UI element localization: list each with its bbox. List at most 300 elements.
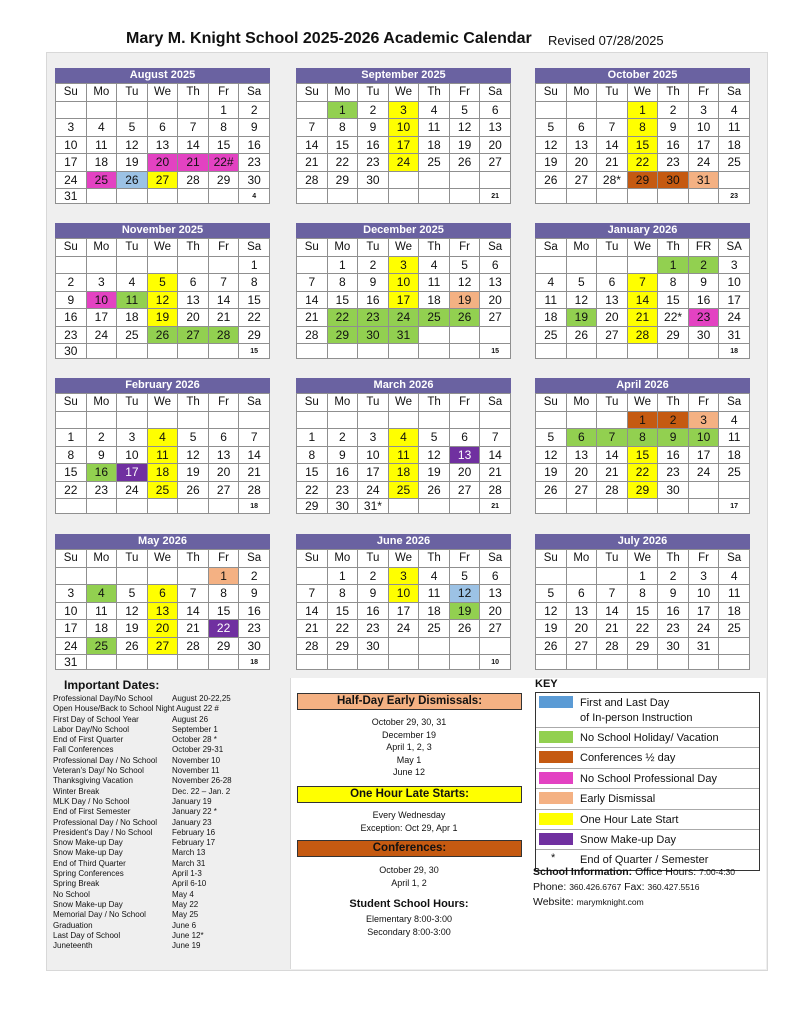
day-cell[interactable]: 20 <box>480 136 511 154</box>
day-cell[interactable]: 17 <box>688 136 719 154</box>
day-cell[interactable]: 1 <box>327 567 358 585</box>
day-cell[interactable]: 13 <box>480 585 511 603</box>
day-cell[interactable]: 11 <box>86 602 117 620</box>
day-cell[interactable]: 1 <box>627 101 658 119</box>
day-cell[interactable] <box>688 481 719 499</box>
day-cell[interactable]: 1 <box>658 256 689 274</box>
day-cell[interactable]: 5 <box>117 119 148 137</box>
day-cell[interactable]: 17 <box>117 464 148 482</box>
day-cell[interactable]: 3 <box>358 429 389 447</box>
day-cell[interactable]: 5 <box>449 256 480 274</box>
day-cell[interactable] <box>86 411 117 429</box>
day-cell[interactable]: 5 <box>566 274 597 292</box>
day-cell[interactable]: 15 <box>327 291 358 309</box>
day-cell[interactable]: 30 <box>239 171 270 189</box>
day-cell[interactable]: 9 <box>56 291 87 309</box>
day-cell[interactable]: 6 <box>480 101 511 119</box>
day-cell[interactable]: 14 <box>208 291 239 309</box>
day-cell[interactable]: 27 <box>480 620 511 638</box>
day-cell[interactable]: 9 <box>239 585 270 603</box>
day-cell[interactable]: 25 <box>86 171 117 189</box>
day-cell[interactable]: 9 <box>86 446 117 464</box>
day-cell[interactable]: 9 <box>358 274 389 292</box>
day-cell[interactable] <box>358 411 389 429</box>
day-cell[interactable]: 21 <box>297 620 328 638</box>
day-cell[interactable]: 7 <box>297 585 328 603</box>
day-cell[interactable]: 27 <box>566 637 597 655</box>
day-cell[interactable]: 7 <box>239 429 270 447</box>
day-cell[interactable]: 9 <box>327 446 358 464</box>
day-cell[interactable] <box>480 411 511 429</box>
day-cell[interactable] <box>117 567 148 585</box>
day-cell[interactable]: 26 <box>117 171 148 189</box>
day-cell[interactable]: 22 <box>208 620 239 638</box>
day-cell[interactable] <box>297 567 328 585</box>
day-cell[interactable] <box>239 411 270 429</box>
day-cell[interactable]: 19 <box>419 464 450 482</box>
day-cell[interactable] <box>449 411 480 429</box>
day-cell[interactable] <box>86 567 117 585</box>
day-cell[interactable]: 4 <box>388 429 419 447</box>
day-cell[interactable]: 4 <box>419 256 450 274</box>
day-cell[interactable]: 27 <box>208 481 239 499</box>
day-cell[interactable] <box>297 344 328 359</box>
day-cell[interactable] <box>297 655 328 670</box>
day-cell[interactable]: 4 <box>419 567 450 585</box>
day-cell[interactable]: 17 <box>56 154 87 172</box>
day-cell[interactable]: 3 <box>388 101 419 119</box>
day-cell[interactable]: 9 <box>658 429 689 447</box>
day-cell[interactable]: 29 <box>627 171 658 189</box>
day-cell[interactable]: 12 <box>449 274 480 292</box>
day-cell[interactable]: 28 <box>597 637 628 655</box>
day-cell[interactable]: 26 <box>536 481 567 499</box>
day-cell[interactable]: 21 <box>597 154 628 172</box>
day-cell[interactable]: 4 <box>147 429 178 447</box>
day-cell[interactable]: 14 <box>597 602 628 620</box>
day-cell[interactable]: 23 <box>658 154 689 172</box>
day-cell[interactable]: 3 <box>117 429 148 447</box>
day-cell[interactable]: 24 <box>388 154 419 172</box>
day-cell[interactable] <box>208 256 239 274</box>
day-cell[interactable] <box>178 567 209 585</box>
day-cell[interactable]: 19 <box>117 620 148 638</box>
day-cell[interactable]: 24 <box>86 326 117 344</box>
day-cell[interactable]: 3 <box>56 585 87 603</box>
day-cell[interactable]: 16 <box>86 464 117 482</box>
day-cell[interactable]: 5 <box>449 567 480 585</box>
day-cell[interactable]: 13 <box>178 291 209 309</box>
day-cell[interactable]: 7 <box>297 274 328 292</box>
day-cell[interactable]: 23 <box>358 620 389 638</box>
day-cell[interactable] <box>178 101 209 119</box>
day-cell[interactable]: 30 <box>358 171 389 189</box>
day-cell[interactable]: 11 <box>419 274 450 292</box>
day-cell[interactable]: 18 <box>719 446 750 464</box>
day-cell[interactable]: 26 <box>449 309 480 327</box>
day-cell[interactable]: 14 <box>480 446 511 464</box>
day-cell[interactable]: 10 <box>86 291 117 309</box>
day-cell[interactable]: 11 <box>719 119 750 137</box>
day-cell[interactable]: 10 <box>388 119 419 137</box>
day-cell[interactable]: 11 <box>147 446 178 464</box>
day-cell[interactable]: 21 <box>208 309 239 327</box>
day-cell[interactable]: 17 <box>358 464 389 482</box>
day-cell[interactable]: 13 <box>147 136 178 154</box>
day-cell[interactable] <box>178 411 209 429</box>
day-cell[interactable]: 9 <box>688 274 719 292</box>
day-cell[interactable]: 4 <box>719 567 750 585</box>
day-cell[interactable]: 1 <box>56 429 87 447</box>
day-cell[interactable]: 1 <box>327 101 358 119</box>
day-cell[interactable]: 4 <box>719 101 750 119</box>
day-cell[interactable]: 19 <box>536 464 567 482</box>
day-cell[interactable]: 10 <box>688 119 719 137</box>
day-cell[interactable]: 26 <box>449 154 480 172</box>
day-cell[interactable]: 8 <box>627 585 658 603</box>
day-cell[interactable]: 2 <box>56 274 87 292</box>
day-cell[interactable]: 22 <box>327 309 358 327</box>
day-cell[interactable]: 13 <box>449 446 480 464</box>
day-cell[interactable]: 28 <box>239 481 270 499</box>
day-cell[interactable]: 2 <box>658 411 689 429</box>
day-cell[interactable]: 20 <box>178 309 209 327</box>
day-cell[interactable]: 12 <box>566 291 597 309</box>
day-cell[interactable]: 22 <box>627 620 658 638</box>
day-cell[interactable]: 29 <box>239 326 270 344</box>
day-cell[interactable] <box>178 256 209 274</box>
day-cell[interactable] <box>419 326 450 344</box>
day-cell[interactable]: 15 <box>327 136 358 154</box>
day-cell[interactable]: 27 <box>449 481 480 499</box>
day-cell[interactable]: 11 <box>719 429 750 447</box>
day-cell[interactable]: 23 <box>658 464 689 482</box>
day-cell[interactable]: 16 <box>658 136 689 154</box>
day-cell[interactable]: 6 <box>208 429 239 447</box>
day-cell[interactable] <box>480 326 511 344</box>
day-cell[interactable] <box>388 171 419 189</box>
day-cell[interactable] <box>719 171 750 189</box>
day-cell[interactable]: 29 <box>658 326 689 344</box>
day-cell[interactable]: 7 <box>597 585 628 603</box>
day-cell[interactable]: 18 <box>719 136 750 154</box>
day-cell[interactable] <box>449 637 480 655</box>
day-cell[interactable]: 17 <box>56 620 87 638</box>
day-cell[interactable]: 25 <box>419 154 450 172</box>
day-cell[interactable]: 23 <box>56 326 87 344</box>
day-cell[interactable]: 16 <box>658 446 689 464</box>
day-cell[interactable]: 26 <box>419 481 450 499</box>
day-cell[interactable]: 20 <box>566 620 597 638</box>
day-cell[interactable] <box>536 256 567 274</box>
day-cell[interactable]: 14 <box>178 602 209 620</box>
day-cell[interactable]: 12 <box>536 446 567 464</box>
day-cell[interactable]: 21 <box>297 309 328 327</box>
day-cell[interactable]: 10 <box>388 585 419 603</box>
day-cell[interactable]: 14 <box>597 446 628 464</box>
day-cell[interactable]: 16 <box>327 464 358 482</box>
day-cell[interactable]: 31* <box>358 499 389 514</box>
day-cell[interactable]: 30 <box>358 637 389 655</box>
day-cell[interactable]: 23 <box>358 309 389 327</box>
day-cell[interactable]: 2 <box>327 429 358 447</box>
day-cell[interactable]: 30 <box>56 344 87 359</box>
day-cell[interactable]: 15 <box>239 291 270 309</box>
day-cell[interactable]: 26 <box>147 326 178 344</box>
day-cell[interactable]: 23 <box>327 481 358 499</box>
day-cell[interactable]: 30 <box>658 171 689 189</box>
day-cell[interactable]: 25 <box>86 637 117 655</box>
day-cell[interactable]: 25 <box>719 154 750 172</box>
day-cell[interactable]: 22 <box>297 481 328 499</box>
day-cell[interactable]: 13 <box>147 602 178 620</box>
day-cell[interactable] <box>536 344 567 359</box>
day-cell[interactable]: 7 <box>208 274 239 292</box>
day-cell[interactable] <box>536 499 567 514</box>
day-cell[interactable]: 5 <box>419 429 450 447</box>
day-cell[interactable]: 27 <box>566 481 597 499</box>
day-cell[interactable]: 23 <box>86 481 117 499</box>
day-cell[interactable]: 27 <box>147 171 178 189</box>
day-cell[interactable]: 28* <box>597 171 628 189</box>
day-cell[interactable]: 7 <box>627 274 658 292</box>
day-cell[interactable]: 2 <box>239 101 270 119</box>
day-cell[interactable]: 20 <box>566 464 597 482</box>
day-cell[interactable]: 9 <box>239 119 270 137</box>
day-cell[interactable]: 20 <box>480 602 511 620</box>
day-cell[interactable]: 13 <box>480 274 511 292</box>
day-cell[interactable]: 29 <box>627 637 658 655</box>
day-cell[interactable]: 10 <box>688 585 719 603</box>
day-cell[interactable]: 22 <box>239 309 270 327</box>
day-cell[interactable]: 17 <box>86 309 117 327</box>
day-cell[interactable]: 5 <box>536 119 567 137</box>
day-cell[interactable]: 5 <box>536 585 567 603</box>
day-cell[interactable]: 30 <box>358 326 389 344</box>
day-cell[interactable]: 18 <box>419 291 450 309</box>
day-cell[interactable] <box>86 256 117 274</box>
day-cell[interactable]: 7 <box>480 429 511 447</box>
day-cell[interactable]: 16 <box>56 309 87 327</box>
day-cell[interactable]: 13 <box>566 136 597 154</box>
day-cell[interactable]: 4 <box>419 101 450 119</box>
day-cell[interactable]: 28 <box>178 171 209 189</box>
day-cell[interactable] <box>327 411 358 429</box>
day-cell[interactable]: 20 <box>566 154 597 172</box>
day-cell[interactable]: 18 <box>147 464 178 482</box>
day-cell[interactable]: 18 <box>719 602 750 620</box>
day-cell[interactable]: 19 <box>449 136 480 154</box>
day-cell[interactable] <box>86 101 117 119</box>
day-cell[interactable]: 12 <box>147 291 178 309</box>
day-cell[interactable]: 30 <box>658 637 689 655</box>
day-cell[interactable] <box>208 411 239 429</box>
day-cell[interactable]: 11 <box>419 119 450 137</box>
day-cell[interactable]: 29 <box>208 637 239 655</box>
day-cell[interactable]: 26 <box>178 481 209 499</box>
day-cell[interactable]: 28 <box>597 481 628 499</box>
day-cell[interactable]: 28 <box>297 171 328 189</box>
day-cell[interactable]: 3 <box>56 119 87 137</box>
day-cell[interactable] <box>297 189 328 204</box>
day-cell[interactable] <box>419 411 450 429</box>
day-cell[interactable]: 11 <box>86 136 117 154</box>
day-cell[interactable]: 19 <box>536 620 567 638</box>
day-cell[interactable]: 12 <box>449 585 480 603</box>
day-cell[interactable]: 27 <box>597 326 628 344</box>
day-cell[interactable]: 10 <box>358 446 389 464</box>
day-cell[interactable]: 31 <box>56 189 87 204</box>
day-cell[interactable]: 14 <box>627 291 658 309</box>
day-cell[interactable]: 16 <box>358 602 389 620</box>
day-cell[interactable]: 21 <box>597 620 628 638</box>
day-cell[interactable]: 20 <box>147 154 178 172</box>
day-cell[interactable] <box>566 567 597 585</box>
day-cell[interactable]: 4 <box>86 119 117 137</box>
day-cell[interactable]: 18 <box>536 309 567 327</box>
day-cell[interactable]: 3 <box>388 256 419 274</box>
day-cell[interactable]: 1 <box>208 101 239 119</box>
day-cell[interactable]: 8 <box>297 446 328 464</box>
day-cell[interactable] <box>388 637 419 655</box>
day-cell[interactable]: 2 <box>358 101 389 119</box>
day-cell[interactable]: 16 <box>658 602 689 620</box>
day-cell[interactable] <box>480 171 511 189</box>
day-cell[interactable]: 24 <box>117 481 148 499</box>
day-cell[interactable]: 6 <box>480 256 511 274</box>
day-cell[interactable]: 19 <box>449 291 480 309</box>
day-cell[interactable] <box>147 411 178 429</box>
day-cell[interactable]: 14 <box>597 136 628 154</box>
day-cell[interactable]: 16 <box>688 291 719 309</box>
day-cell[interactable]: 15 <box>327 602 358 620</box>
day-cell[interactable]: 27 <box>480 154 511 172</box>
day-cell[interactable]: 15 <box>297 464 328 482</box>
day-cell[interactable]: 5 <box>117 585 148 603</box>
day-cell[interactable]: 9 <box>658 119 689 137</box>
day-cell[interactable]: 27 <box>566 171 597 189</box>
day-cell[interactable] <box>536 189 567 204</box>
day-cell[interactable] <box>536 567 567 585</box>
day-cell[interactable]: 23 <box>239 620 270 638</box>
day-cell[interactable]: 1 <box>327 256 358 274</box>
day-cell[interactable]: 11 <box>719 585 750 603</box>
day-cell[interactable]: 27 <box>178 326 209 344</box>
day-cell[interactable]: 29 <box>627 481 658 499</box>
day-cell[interactable] <box>536 101 567 119</box>
day-cell[interactable] <box>56 101 87 119</box>
day-cell[interactable]: 9 <box>658 585 689 603</box>
day-cell[interactable]: 13 <box>566 602 597 620</box>
day-cell[interactable]: 16 <box>239 602 270 620</box>
day-cell[interactable] <box>566 256 597 274</box>
day-cell[interactable]: 22 <box>627 464 658 482</box>
day-cell[interactable]: 21 <box>297 154 328 172</box>
day-cell[interactable] <box>147 256 178 274</box>
day-cell[interactable]: 6 <box>566 429 597 447</box>
day-cell[interactable]: 10 <box>688 429 719 447</box>
day-cell[interactable]: 15 <box>627 602 658 620</box>
day-cell[interactable]: 18 <box>419 602 450 620</box>
day-cell[interactable]: 28 <box>297 637 328 655</box>
day-cell[interactable] <box>388 411 419 429</box>
day-cell[interactable]: 22 <box>56 481 87 499</box>
day-cell[interactable]: 29 <box>208 171 239 189</box>
day-cell[interactable]: 28 <box>208 326 239 344</box>
day-cell[interactable]: 19 <box>147 309 178 327</box>
day-cell[interactable]: 29 <box>327 637 358 655</box>
day-cell[interactable]: 26 <box>536 171 567 189</box>
day-cell[interactable]: 8 <box>208 585 239 603</box>
day-cell[interactable]: 19 <box>117 154 148 172</box>
day-cell[interactable] <box>597 411 628 429</box>
day-cell[interactable]: 31 <box>719 326 750 344</box>
day-cell[interactable]: 1 <box>297 429 328 447</box>
day-cell[interactable]: 6 <box>147 119 178 137</box>
day-cell[interactable]: 21 <box>239 464 270 482</box>
day-cell[interactable]: 2 <box>358 256 389 274</box>
day-cell[interactable] <box>597 256 628 274</box>
day-cell[interactable]: 4 <box>117 274 148 292</box>
day-cell[interactable]: 10 <box>388 274 419 292</box>
day-cell[interactable]: 1 <box>627 411 658 429</box>
day-cell[interactable]: 2 <box>658 567 689 585</box>
day-cell[interactable]: 15 <box>208 602 239 620</box>
day-cell[interactable] <box>117 256 148 274</box>
day-cell[interactable]: 7 <box>178 119 209 137</box>
day-cell[interactable] <box>480 637 511 655</box>
day-cell[interactable]: 8 <box>239 274 270 292</box>
day-cell[interactable]: 8 <box>327 585 358 603</box>
day-cell[interactable]: 22 <box>627 154 658 172</box>
day-cell[interactable]: 4 <box>719 411 750 429</box>
day-cell[interactable]: 3 <box>688 411 719 429</box>
day-cell[interactable]: 24 <box>388 620 419 638</box>
day-cell[interactable]: 17 <box>688 602 719 620</box>
day-cell[interactable]: 6 <box>178 274 209 292</box>
day-cell[interactable]: 14 <box>297 136 328 154</box>
day-cell[interactable]: 14 <box>297 602 328 620</box>
day-cell[interactable] <box>56 411 87 429</box>
day-cell[interactable]: 30 <box>239 637 270 655</box>
day-cell[interactable]: 10 <box>56 136 87 154</box>
day-cell[interactable]: 12 <box>178 446 209 464</box>
day-cell[interactable] <box>597 567 628 585</box>
day-cell[interactable]: 11 <box>536 291 567 309</box>
day-cell[interactable]: 24 <box>358 481 389 499</box>
day-cell[interactable]: 14 <box>178 136 209 154</box>
day-cell[interactable]: 19 <box>449 602 480 620</box>
day-cell[interactable]: 28 <box>297 326 328 344</box>
day-cell[interactable] <box>449 326 480 344</box>
day-cell[interactable] <box>449 171 480 189</box>
day-cell[interactable]: 21 <box>597 464 628 482</box>
day-cell[interactable]: 25 <box>419 620 450 638</box>
day-cell[interactable] <box>56 567 87 585</box>
day-cell[interactable]: 17 <box>388 291 419 309</box>
day-cell[interactable]: 8 <box>627 119 658 137</box>
day-cell[interactable]: 24 <box>719 309 750 327</box>
day-cell[interactable]: 17 <box>719 291 750 309</box>
day-cell[interactable]: 3 <box>688 567 719 585</box>
day-cell[interactable]: 22 <box>327 154 358 172</box>
day-cell[interactable]: 3 <box>719 256 750 274</box>
day-cell[interactable]: 24 <box>688 620 719 638</box>
day-cell[interactable]: 16 <box>358 291 389 309</box>
day-cell[interactable]: 22* <box>658 309 689 327</box>
day-cell[interactable]: 2 <box>86 429 117 447</box>
day-cell[interactable]: 9 <box>358 585 389 603</box>
